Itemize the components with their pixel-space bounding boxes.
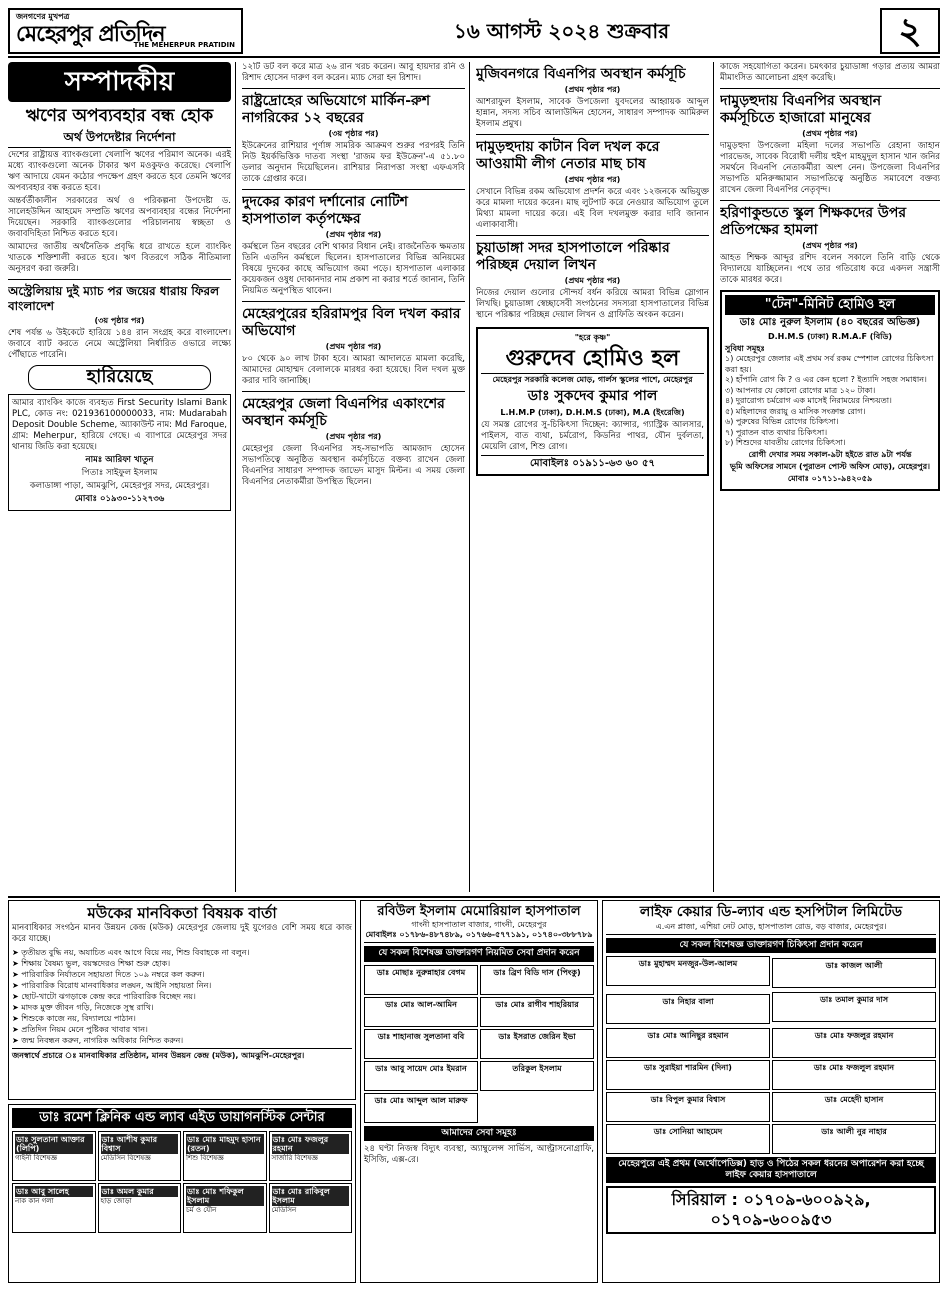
column-three — [476, 62, 714, 892]
column-intro: ১২টি ডট বল করে মাত্র ২৬ রান খরচ করেন। আবু হায়দার রনি ও রিশাদ হোসেন দারুণ বল করেন। ম্যাচ সেরা হন রিশাদ। — [242, 62, 465, 83]
newspaper-name: মেহেরপুর প্রতিদিন — [16, 21, 165, 47]
school-attack-headline: হরিণাকুন্ডতে স্কুল শিক্ষকদের উপর প্রতিপক্ষের হামলা — [720, 205, 907, 238]
ad-message: ➤ শিক্ষায় বৈষম্য ভুল, বয়স্কদেরও শিক্ষা শুরু হোক। — [12, 958, 352, 969]
hospital-notice-body: কর্মস্থলে তিন বছরের বেশি থাকার বিধান নেই। রাজনৈতিক ক্ষমতায় তিনি এতদিন কর্মস্থলে ছিলেন। হাসপাতালের বিভিন্ন অনিয়মের বিষয়ে দুদকের কাছে অভিযোগ জমা পড়ে। হাসপাতাল এলাকার কয়েকজন ওষুধ দোকানদার নাম প্রকাশ না করার শর্তে জানান, তিনি নিয়মিত অনুপস্থিত থাকেন। — [242, 242, 465, 296]
issue-date: ১৬ আগস্ট ২০২৪ শুক্রবার — [453, 18, 670, 43]
lost-notice — [8, 394, 231, 511]
doctor-card — [12, 1183, 96, 1233]
ad-intro: মানবাধিকার সংগঠন মানব উন্নয়ন কেন্দ্র (মউক) মেহেরপুর জেলায় দুই যুগেরও বেশি সময় ধরে কাজ করে যাচ্ছে। — [12, 922, 352, 944]
continued-label: (প্রথম পৃষ্ঠার পর) — [325, 230, 382, 239]
page-number: ২ — [880, 8, 940, 54]
doctor-card: ডাঃ মুহাম্মদ মনজুর-উল-আলম — [606, 956, 770, 986]
divider — [8, 279, 231, 280]
ad-doctor-degree: D.H.M.S (ঢাকা) R.M.A.F (বিডি) — [767, 331, 893, 341]
doctor-card: ডাঃ ইসরাত জেরিন ইভা — [480, 1029, 594, 1059]
doctor-card: ডাঃ মোঃ ফজলুল রহমান — [772, 1060, 936, 1090]
doctor-card: ডাঃ সুরাইয়া শারমিন (দিনা) — [606, 1060, 770, 1090]
lifecare-hospital-ad — [602, 900, 940, 1283]
serial-phone: সিরিয়াল : ০১৭০৯-৬০০৯২৯, ০১৭০৯-৬০০৯৫৩ — [606, 1186, 936, 1234]
ad-message: ➤ জন্ম নিবন্ধন করুন, নাগরিক অধিকার নিশ্চিত করুন। — [12, 1035, 352, 1046]
lost-notice-title: হারিয়েছে — [28, 365, 211, 390]
continued-label: (প্রথম পৃষ্ঠার পর) — [564, 276, 621, 285]
doctor-card: ডাঃ মোছাঃ নুরুন্নাহার বেগম — [364, 965, 478, 995]
ad-list-item: ৭) পুরাতন বাত ব্যথার চিকিৎসা। — [725, 427, 828, 437]
doctor-card: ডাঃ মোঃ ফজলুর রহমান — [772, 1028, 936, 1058]
ad-hours: রোগী দেখার সময় সকাল-৯টা হইতে রাত ৯টা পর্যন্ত — [748, 449, 912, 459]
doctor-card: ডাঃ মোঃ রাগীব শাহরিয়ার — [480, 997, 594, 1027]
doctor-name: ডাঃ মোঃ ফজলুর রহমান — [272, 1134, 350, 1154]
lost-notice-address: কলাডাঙ্গা পাড়া, আমঝুপি, মেহেরপুর সদর, মেহেরপুর। — [29, 480, 210, 491]
graffiti-body: নিজের দেয়াল গুলোর সৌন্দর্য বর্ধন করিয়ে আমরা বিভিন্ন স্লোগান লিখছি। চুয়াডাঙ্গা স্বেচ্ছাসেবী সংগঠনের সদস্যরা হাসপাতালের বিভিন্ন স্থানে পরিষ্কার পরিচ্ছন্ন দেয়াল লিখন ও গ্রাফিতি অংকন করেন। — [476, 288, 709, 320]
us-russia-body: ইউক্রেনের রাশিয়ার পূর্ণাঙ্গ সামরিক আক্রমণ শুরুর পরপরই তিনি নিউ ইয়র্কভিত্তিক দাতব্য সংস্থা 'রাজম ফর ইউক্রেন'-এ ৫১.৮০ ডলার অনুদান দিয়েছিলেন। রাশিয়ার নিরাপত্তা সংস্থা এফএসবি তাকে গ্রেপ্তার করে। — [242, 141, 465, 184]
editorial-subtitle: অর্থ উপদেষ্টার নির্দেশনা — [8, 130, 231, 148]
ad-title: মউকের মানবিকতা বিষয়ক বার্তা — [87, 904, 277, 922]
editorial-title: ঋণের অপব্যবহার বন্ধ হোক — [25, 106, 214, 126]
doctor-specialty: গাইনী বিশেষজ্ঞ — [15, 1154, 58, 1163]
doctor-card — [269, 1131, 353, 1181]
ad-message: ➤ পারিবারিক বিরোধ মানবাধিকার লঙ্ঘন, আইনি সহায়তা নিন। — [12, 980, 352, 991]
lost-notice-body: আমার ব্যাংকিং কাজে ব্যবহৃত First Security Islami Bank PLC, কোড নং: 021936100000033, নাম: Mudarabah Deposit Double Scheme, অ্যাকাউন্ট নাম: Md Faroque, গ্রাম: Meherpur, হারিয়ে গেছে। এ ব্যাপারে মেহেরপুর সদর থানায় জিডি করা হয়েছে। — [12, 397, 227, 452]
ad-address: ভূমি অফিসের সামনে (পুরাতন পোস্ট অফিস মোড়), মেহেরপুর। — [730, 461, 930, 471]
masthead-tagline: জনগণের মুখপত্র — [16, 12, 70, 21]
graffiti-headline: চুয়াডাঙ্গা সদর হাসপাতালে পরিষ্কার পরিচ্ছন্ন দেয়াল লিখন — [476, 240, 670, 273]
robiul-hospital-ad — [360, 900, 598, 1283]
doctor-specialty: চর্ম ও যৌন — [186, 1206, 217, 1215]
ad-footer: মেহেরপুরে এই প্রথম (অর্থোপেডিক্স) হাড় ও পিঠের সকল ধরনের অপারেশন করা হচ্ছে লাইফ কেয়ার হাসপাতালে — [606, 1157, 936, 1184]
school-attack-body: আহত শিক্ষক আব্দুর রশিদ বলেন সকালে তিনি বাড়ি থেকে বিদ্যালয়ে যাচ্ছিলেন। পথে তার গতিরোধ করে একদল সন্ত্রাসী তাকে মারধর করে। — [720, 253, 940, 285]
doctor-specialty: মেডিসিন — [271, 1206, 297, 1215]
editorial-paragraph: দেশের রাষ্ট্রায়ত্ত ব্যাংকগুলো খেলাপি ঋণের পরিমাণ অনেক। এরই মধ্যে ব্যাংকগুলো অনেক টাকার ঋণ মওকুফও করেছে। খেলাপি ঋণ আদায়ে যেমন কঠোর পদক্ষেপ গ্রহণ করতে হবে তেমনি ঋণের অপব্যবহার বন্ধ করতে হবে। — [8, 150, 231, 193]
divider — [476, 134, 709, 135]
ad-list-item: ২) হাঁপানি রোগ কি ? ও এর কেন হলো ? ইত্যাদি সহজ সমাধান। — [725, 375, 927, 385]
column-editorial — [8, 62, 236, 892]
doctor-card: ডাঃ বিপুল কুমার বিশ্বাস — [606, 1092, 770, 1122]
newspaper-name-en: THE MEHERPUR PRATIDIN — [133, 41, 235, 50]
lost-notice-father: পিতাঃ সাইফুল ইসলাম — [81, 467, 158, 478]
doctor-card — [183, 1183, 267, 1233]
doctor-card: ডাঃ মোঃ আল-আমিন — [364, 997, 478, 1027]
services-title: আমাদের সেবা সমূহঃ — [364, 1126, 594, 1141]
doctor-card: ডাঃ কাজল আলী — [772, 958, 936, 988]
doctor-specialty: শিশু বিশেষজ্ঞ — [186, 1154, 224, 1163]
doctor-specialty: সার্জারি বিশেষজ্ঞ — [271, 1154, 318, 1163]
doctor-card — [12, 1131, 96, 1181]
australia-body: শেষ পর্যন্ত ৬ উইকেটে হারিয়ে ১৪৪ রান সংগ্রহ করে বাংলাদেশ। জবাবে ব্যাট করতে নেমে অস্ট্রেলিয়া নির্ধারিত ওভারে লক্ষ্যে পৌঁছাতে পারেনি। — [8, 328, 231, 360]
ad-list-title: সুবিধা সমূহঃ — [725, 343, 765, 353]
advertisement-section — [8, 896, 940, 1281]
human-rights-ad — [8, 900, 356, 1100]
ad-message-list — [12, 947, 352, 1046]
divider — [720, 88, 940, 89]
ad-address: মেহেরপুর সরকারি কলেজ মোড়, গার্লস স্কুলের পাশে, মেহেরপুর — [492, 374, 693, 384]
continued-label: (প্রথম পৃষ্ঠার পর) — [802, 241, 858, 250]
damurhuda-body: দামুড়হুদা উপজেলা মহিলা দলের সভাপতি রেহানা জাহান পারভেজ, সাবেক বিরোধী দলীয় হুইপ মাহমুদুল হাসান খান জনির সমর্থনে বিএনপি নেতাকর্মীরা অংশ নেন। উপজেলা বিএনপির সভাপতি মনিরুজ্জামান সভাপতিত্বে অনুষ্ঠিত সমাবেশে বক্তব্য রাখেন জেলা বিএনপির নেতৃবৃন্দ। — [720, 141, 940, 195]
doctor-card: ডাঃ আলী নুর নাহার — [772, 1124, 936, 1154]
mujibnagar-headline: মুজিবনগরে বিএনপির অবস্থান কর্মসূচি — [476, 66, 686, 82]
australia-headline: অস্ট্রেলিয়ায় দুই ম্যাচ পর জয়ের ধারায় ফিরল বাংলাদেশ — [8, 284, 220, 313]
doctor-specialty: হাড় জোড়া — [100, 1197, 132, 1206]
doctor-name: ডাঃ আবু সালেহ — [15, 1186, 93, 1197]
ad-list-item: ৮) শিশুদের যাবতীয় রোগের চিকিৎসা। — [725, 438, 846, 448]
continued-label: (প্রথম পৃষ্ঠার পর) — [325, 342, 382, 351]
doctor-name: ডাঃ অমল কুমার — [101, 1186, 179, 1197]
divider — [242, 301, 465, 302]
lost-notice-name: নামঃ আরিফা খাতুন — [85, 454, 154, 465]
ad-services: যে সমস্ত রোগের সু-চিকিৎসা দিচ্ছেন: ক্যান্সার, গ্যাস্ট্রিক আলসার, পাইলস, বাত ব্যথা, চর্মরোগ, কিডনির পাথর, যৌন দুর্বলতা, মেয়েলি রোগ, শিশু রোগ। — [481, 420, 704, 452]
doctor-grid — [12, 1131, 352, 1233]
ad-list-item: ৪) দুরারোগ্য চর্মরোগ এক মাসেই নিরাময়ের নিশ্চয়তা। — [725, 396, 892, 406]
continued-label: (৩য় পৃষ্ঠার পর) — [94, 316, 145, 325]
ad-doctor-name: ডাঃ সুকদেব কুমার পাল — [527, 387, 658, 404]
ad-doctor-degree: L.H.M.P (ঢাকা), D.H.M.S (ঢাকা), M.A (ইংরেজি) — [500, 408, 685, 417]
ad-address: এ.এন প্লাজা, এশিয়া নেট মোড়, হাসপাতাল রোড, বড় বাজার, মেহেরপুর। — [606, 922, 936, 935]
mujibnagar-body: আশরাফুল ইসলাম, সাবেক উপজেলা যুবদলের আহ্বায়ক আব্দুল হান্নান, সদস্য সচিব আলাউদ্দিন হোসেন, সাধারণ সম্পাদক আমিরুল ইসলাম প্রমুখ। — [476, 97, 709, 129]
ad-footer: জনস্বার্থে প্রচারে ঃ মানবাধিকার প্রতিষ্ঠান, মানব উন্নয়ন কেন্দ্র (মউক), আমঝুপি-মেহেরপুর। — [12, 1048, 352, 1061]
divider — [242, 189, 465, 190]
editorial-paragraph: আমাদের জাতীয় অর্থনৈতিক প্রবৃদ্ধি ধরে রাখতে হলে ব্যাংকিং খাতকে শক্তিশালী করতে হবে। ঋণ বিতরণে সঠিক নীতিমালা অনুসরণ করা জরুরি। — [8, 242, 231, 274]
gurudev-homeo-ad — [476, 327, 709, 476]
damurhuda-headline: দামুড়হুদায় বিএনপির অবস্থান কর্মসূচিতে হাজারো মানুষের — [720, 93, 882, 126]
doctor-card: ডাঃ ব্রিণ বিডি দাস (পিংকু) — [480, 965, 594, 995]
continued-label: (প্রথম পৃষ্ঠার পর) — [564, 85, 621, 94]
doctor-card — [98, 1183, 182, 1233]
ad-top-line: "হরে কৃষ্ণ" — [574, 333, 611, 342]
ramesh-clinic-ad — [8, 1104, 356, 1283]
ad-message: ➤ পারিবারিক নির্যাতনে সহায়তা দিতে ১০৯ নম্বরে কল করুন। — [12, 969, 352, 980]
column-two — [242, 62, 470, 892]
ad-message: ➤ মাদক মুক্ত জীবন গড়ি, নিজেকে সুস্থ রাখি। — [12, 1002, 352, 1013]
us-russia-headline: রাষ্ট্রদ্রোহের অভিযোগে মার্কিন-রুশ নাগরিকের ১২ বছরের — [242, 93, 431, 126]
land-grab-headline: মেহেরপুরের হরিরামপুর বিল দখল করার অভিযোগ — [242, 306, 461, 339]
ad-list-item: ৫) মহিলাদের জরায়ু ও মাসিক সংক্রান্ত রোগ। — [725, 406, 866, 416]
bnp-program-body: মেহেরপুর জেলা বিএনপির সহ-সভাপতি আমজাদ হোসেন সভাপতিত্বে অনুষ্ঠিত অবস্থান কর্মসূচিতে বক্তব্য রাখেন জেলা বিএনপির সাধারণ সম্পাদক জাভেদ মাসুদ মিল্টন। এ সময় জেলা বিএনপির নেতাকর্মীরা উপস্থিত ছিলেন। — [242, 444, 465, 487]
doctor-card — [183, 1131, 267, 1181]
doctor-card: ডাঃ সোনিয়া আহমেদ — [606, 1124, 770, 1154]
ad-phone: মোবাঃ ০১৭১১-৯৪২০৫৯ — [787, 473, 873, 483]
hospital-notice-headline: দুদকের কারণ দর্শানোর নোটিশ হাসপাতাল কর্তৃপক্ষের — [242, 194, 408, 227]
divider — [242, 391, 465, 392]
doctor-card: ডাঃ মোঃ আনিছুর রহমান — [606, 1028, 770, 1058]
divider — [476, 235, 709, 236]
doctor-specialty: মেডিসিন বিশেষজ্ঞ — [100, 1154, 151, 1163]
ad-list-item: ৩) আপনার যে কোনো রোগের মাত্র ১২০ টাকা। — [725, 385, 876, 395]
column-intro: কাজে সহযোগিতা করেন। চমৎকার চুয়াডাঙ্গা গড়ার প্রত্যয় আমরা মীমাংসিত আলোচনা গ্রহণ করেছি। — [720, 62, 940, 83]
doctor-card — [98, 1131, 182, 1181]
continued-label: (প্রথম পৃষ্ঠার পর) — [802, 129, 858, 138]
ad-title: ডাঃ রমেশ ক্লিনিক এন্ড ল্যাব এইড ডায়াগনস্টিক সেন্টার — [12, 1108, 352, 1128]
doctor-card: ডাঃ আবু সায়েদ মোঃ ইমরান — [364, 1061, 478, 1091]
ad-feature-list — [725, 344, 935, 449]
ad-title: গুরুদেব হোমিও হল — [481, 345, 704, 374]
doctor-name: ডাঃ মোঃ মাহমুদ হাসান (রতন) — [186, 1134, 264, 1154]
ad-title: লাইফ কেয়ার ডি-ল্যাব এন্ড হসপিটাল লিমিটেড — [639, 904, 903, 920]
ad-doctor-name: ডাঃ মোঃ নুরুল ইসলাম (৪০ বছরের অভিজ্ঞ) — [739, 317, 921, 329]
doctor-name: ডাঃ সুলতানা আক্তার (লিপি) — [15, 1134, 93, 1154]
ad-title: রবিউল ইসলাম মেমোরিয়াল হাসপাতাল — [377, 904, 581, 919]
ad-phone: মোবাইলঃ ০১৭৮৬-৪৮৭৪৮৯, ০১৭৬৬-৫৭৭১৯১, ০১৭৪০-৩৮৮৭৮৯ — [364, 930, 594, 943]
divider — [720, 200, 940, 201]
lost-notice-phone: মোবাঃ ০১৯৩০-১১২৭৩৬ — [74, 493, 165, 504]
continued-label: (৩য় পৃষ্ঠার পর) — [328, 129, 379, 138]
ten-minute-homeo-ad — [720, 290, 940, 491]
continued-label: (প্রথম পৃষ্ঠার পর) — [325, 432, 382, 441]
doctor-card — [269, 1183, 353, 1233]
ad-band: যে সকল বিশেষজ্ঞ ডাক্তারগণ চিকিৎসা প্রদান করেন — [606, 938, 936, 953]
doctor-card: ডাঃ মেহেদী হাসান — [772, 1092, 936, 1122]
divider — [242, 88, 465, 89]
ad-message: ➤ প্রতিদিন নিয়ম মেনে পুষ্টিকর খাবার খান। — [12, 1024, 352, 1035]
continued-label: (প্রথম পৃষ্ঠার পর) — [564, 175, 621, 184]
doctor-card: ডাঃ শাহানাজ সুলতানা ববি — [364, 1029, 478, 1059]
column-four — [720, 62, 940, 892]
ad-list-item: ১) মেহেরপুর জেলার এই প্রথম সর্ব রকম স্পেশাল রোগের চিকিৎসা করা হয়। — [725, 354, 934, 374]
doctor-card: ডাঃ মোঃ আব্দুল আল মারুফ — [364, 1093, 478, 1123]
ad-message: ➤ তৃতীয়ত বুদ্ধি নয়, অযাচিত এবং আগে বিয়ে নয়, শিশু বিবাহকে না বলুন। — [12, 947, 352, 958]
editorial-label: সম্পাদকীয় — [8, 62, 231, 102]
ad-band: যে সকল বিশেষজ্ঞ ডাক্তারগণ নিয়মিত সেবা প্রদান করেন — [364, 946, 594, 961]
ad-title: "টেন"-মিনিট হোমিও হল — [725, 295, 935, 315]
fish-farm-headline: দামুড়হুদায় কাটান বিল দখল করে আওয়ামী লীগ নেতার মাছ চাষ — [476, 139, 660, 172]
doctor-name: ডাঃ মোঃ রাকিবুল ইসলাম — [272, 1186, 350, 1206]
ad-list-item: ৬) পুরুষের বিভিন্ন রোগের চিকিৎসা। — [725, 417, 839, 427]
services-list: ২৪ ঘণ্টা নিজস্ব বিদ্যুৎ ব্যবস্থা, অ্যাম্বুলেন্স সার্ভিস, আল্ট্রাসনোগ্রাফি, ইসিজি, এক্স-রে। — [364, 1143, 594, 1165]
land-grab-body: ৮০ থেকে ৯০ লাখ টাকা হবে। আমরা আদালতে মামলা করেছি, আমাদের মোহাম্মদ বেলালকে মারধর করা হয়েছে। বিল দখল মুক্ত করার দাবি জানাচ্ছি। — [242, 354, 465, 386]
ad-address: গাংনী হাসপাতাল বাজার, গাংনী, মেহেরপুর — [411, 920, 547, 930]
doctor-card: তরিকুল ইসলাম — [480, 1061, 594, 1091]
ad-message: ➤ ছোট-খাটো ঝগড়াকে কেন্দ্র করে পারিবারিক বিচ্ছেদ নয়। — [12, 991, 352, 1002]
doctor-specialty: নাক কান গলা — [15, 1197, 54, 1206]
ad-message: ➤ শিশুকে কাজে নয়, বিদ্যালয়ে পাঠান। — [12, 1013, 352, 1024]
masthead — [8, 6, 940, 58]
doctor-grid — [364, 965, 594, 1123]
fish-farm-body: সেখানে বিভিন্ন রকম অভিযোগ প্রদর্শন করে এবং ১২জনকে অভিযুক্ত করে মামলা দায়ের করেন। মাছ লুটপাট করে নেওয়ার অভিযোগ তুলে মিথ্যা মামলা দায়ের করে। এই বিল দখলমুক্ত করার দাবি জানান এলাকাবাসী। — [476, 187, 709, 230]
doctor-name: ডাঃ মোঃ শফিকুল ইসলাম — [186, 1186, 264, 1206]
doctor-card: ডাঃ তমাল কুমার দাস — [772, 992, 936, 1022]
newspaper-logo — [8, 8, 243, 54]
editorial-paragraph: অন্তর্বর্তীকালীন সরকারের অর্থ ও পরিকল্পনা উপদেষ্টা ড. সালেহউদ্দিন আহমেদ সম্প্রতি ঋণের অপব্যবহার বন্ধের নির্দেশনা দিয়েছেন। সরকারি ব্যাংকগুলোর পরিচালনায় স্বচ্ছতা ও জবাবদিহিতা নিশ্চিত করতে হবে। — [8, 196, 231, 239]
bnp-program-headline: মেহেরপুর জেলা বিএনপির একাংশের অবস্থান কর্মসূচি — [242, 396, 445, 429]
ad-phone: মোবাইলঃ ০১৯১১-৬৩ ৬০ ৫৭ — [481, 455, 704, 471]
doctor-name: ডাঃ আশীষ কুমার বিশ্বাস — [101, 1134, 179, 1154]
news-columns — [8, 62, 940, 892]
doctor-grid — [606, 956, 936, 1154]
doctor-card: ডাঃ নিহার বালা — [606, 994, 770, 1024]
